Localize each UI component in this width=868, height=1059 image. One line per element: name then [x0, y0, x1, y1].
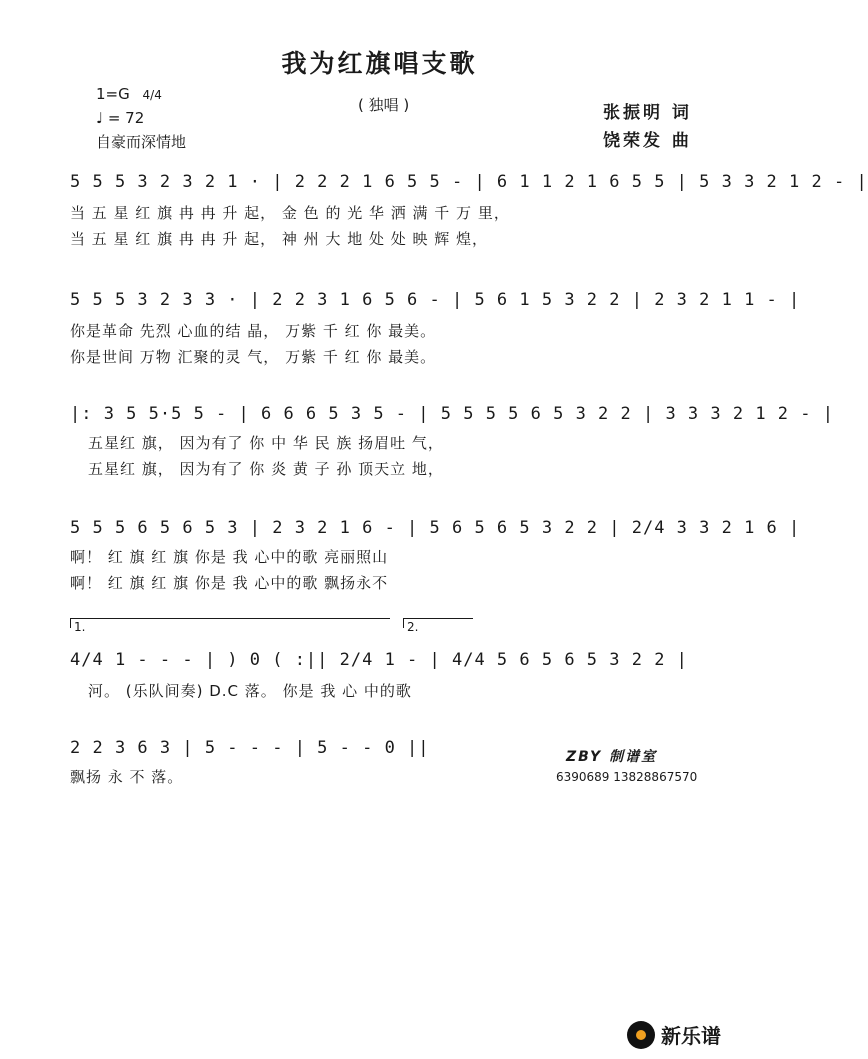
- second-ending-tick: [403, 618, 404, 628]
- expression-marking: 自豪而深情地: [96, 133, 187, 151]
- song-title: 我为红旗唱支歌: [281, 49, 478, 78]
- subtitle: ( 独唱 ): [358, 96, 410, 114]
- first-ending-label: 1.: [74, 620, 86, 634]
- lyric-line-2b: 你是世间 万物 汇聚的灵 气， 万紫 千 红 你 最美。: [70, 348, 437, 366]
- lyric-line-5: 河。 (乐队间奏) D.C 落。 你是 我 心 中的歌: [88, 682, 412, 700]
- time-signature: 4/4: [142, 88, 162, 102]
- lyric-line-1a: 当 五 星 红 旗 冉 冉 升 起， 金 色 的 光 华 洒 满 千 万 里，: [70, 204, 510, 222]
- notation-line-5: 4/4 1 - - - | ) 0 ( :|| 2/4 1 - | 4/4 5 6 5 6 5 3 2 2 |: [70, 650, 688, 670]
- notation-line-6: 2 2 3 6 3 | 5 - - - | 5 - - 0 ||: [70, 738, 430, 758]
- tempo-marking: ♩ = 72: [96, 109, 145, 127]
- lyric-line-6: 飘扬 永 不 落。: [70, 768, 184, 786]
- studio-phone: 6390689 13828867570: [556, 770, 698, 784]
- first-ending-tick: [70, 618, 71, 628]
- lyricist-credit: 张振明 词: [603, 103, 692, 123]
- record-icon: [627, 1021, 655, 1049]
- notation-line-3: |: 3 5 5·5 5 - | 6 6 6 5 3 5 - | 5 5 5 5 6 5 3 2 2 | 3 3 3 2 1 2 - |: [70, 404, 834, 424]
- lyric-line-2a: 你是革命 先烈 心血的结 晶， 万紫 千 红 你 最美。: [70, 322, 437, 340]
- first-ending-bracket: [70, 618, 390, 619]
- lyric-line-4b: 啊！ 红 旗 红 旗 你是 我 心中的歌 飘扬永不: [70, 574, 389, 592]
- notation-line-1: 5 5 5 3 2 3 2 1 · | 2 2 2 1 6 5 5 - | 6 1 1 2 1 6 5 5 | 5 3 3 2 1 2 - |: [70, 172, 868, 192]
- lyric-line-3a: 五星红 旗， 因为有了 你 中 华 民 族 扬眉吐 气，: [88, 434, 444, 452]
- second-ending-bracket: [403, 618, 473, 619]
- notation-line-4: 5 5 5 6 5 6 5 3 | 2 3 2 1 6 - | 5 6 5 6 5 3 2 2 | 2/4 3 3 2 1 6 |: [70, 518, 801, 538]
- composer-credit: 饶荣发 曲: [603, 131, 692, 151]
- key-label: 1=G: [96, 85, 130, 103]
- studio-credit: ZBY 制谱室: [566, 749, 658, 765]
- key-signature: [96, 85, 162, 103]
- lyric-line-3b: 五星红 旗， 因为有了 你 炎 黄 子 孙 顶天立 地，: [88, 460, 444, 478]
- site-logo: [627, 1020, 721, 1049]
- lyric-line-4a: 啊！ 红 旗 红 旗 你是 我 心中的歌 亮丽照山: [70, 548, 389, 566]
- logo-text: 新乐谱: [661, 1024, 721, 1048]
- notation-line-2: 5 5 5 3 2 3 3 · | 2 2 3 1 6 5 6 - | 5 6 1 5 3 2 2 | 2 3 2 1 1 - |: [70, 290, 801, 310]
- lyric-line-1b: 当 五 星 红 旗 冉 冉 升 起， 神 州 大 地 处 处 映 辉 煌，: [70, 230, 489, 248]
- second-ending-label: 2.: [407, 620, 419, 634]
